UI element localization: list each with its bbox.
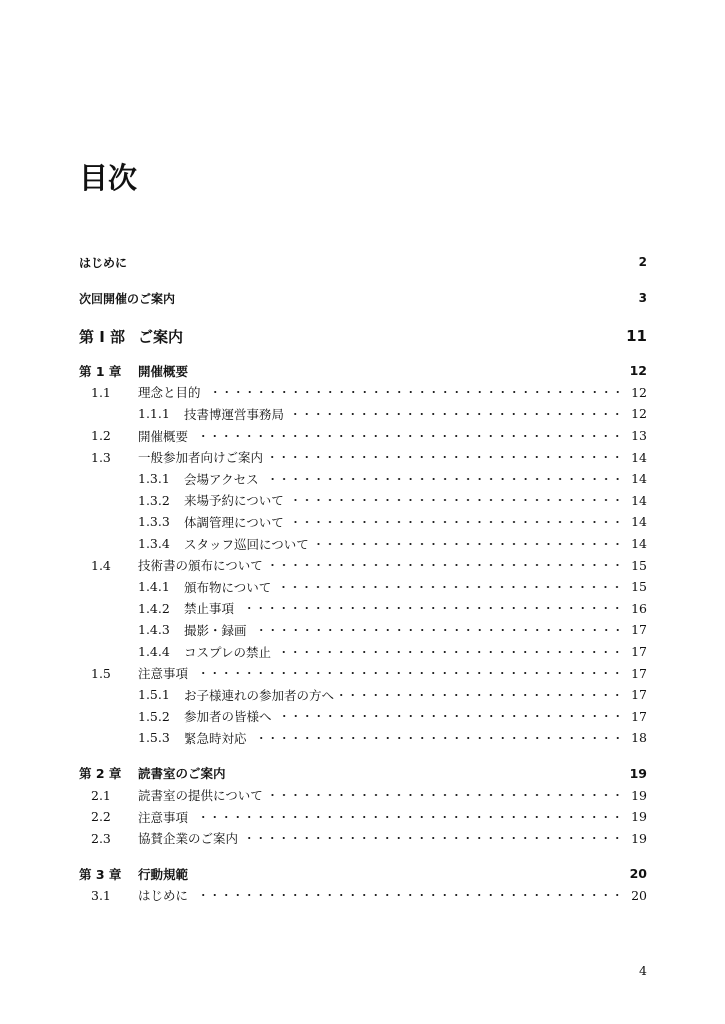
dot-leader	[189, 330, 618, 342]
entry-number: 1.1.1	[138, 406, 170, 422]
entry-page: 12	[631, 406, 647, 422]
entry-page: 14	[631, 536, 647, 552]
entry-page: 14	[631, 514, 647, 530]
entry-page: 11	[626, 327, 647, 345]
entry-page: 3	[638, 291, 647, 305]
entry-title: はじめに	[79, 255, 128, 270]
toc-entry-section[interactable]	[79, 827, 647, 849]
entry-page: 19	[631, 830, 647, 846]
toc-entry-subsection[interactable]	[79, 468, 647, 490]
entry-page: 14	[631, 471, 647, 487]
dot-leader	[269, 451, 623, 463]
entry-title: スタッフ巡回について	[184, 536, 309, 552]
toc-entry-section[interactable]	[79, 425, 647, 447]
entry-page: 16	[631, 600, 647, 616]
entry-title: 次回開催のご案内	[79, 291, 176, 306]
entry-page: 15	[631, 557, 647, 573]
entry-number: 1.3.2	[138, 492, 170, 508]
toc-entry-chapter[interactable]	[79, 763, 647, 785]
dot-leader	[290, 408, 623, 420]
entry-number: 第 2 章	[79, 766, 122, 782]
entry-page: 20	[629, 866, 647, 882]
entry-number: 1.5.1	[138, 687, 170, 703]
entry-title: コスプレの禁止	[184, 644, 272, 660]
entry-title: 技術書の頒布について	[138, 558, 263, 574]
toc-entry-part[interactable]	[79, 324, 647, 348]
page-number: 4	[639, 963, 647, 978]
dot-leader	[253, 732, 623, 744]
toc-entry-subsection[interactable]	[79, 684, 647, 706]
entry-page: 19	[631, 809, 647, 825]
toc-entry-subsection[interactable]	[79, 490, 647, 512]
toc-entry-section[interactable]	[79, 885, 647, 907]
toc-entry-section[interactable]	[79, 662, 647, 684]
entry-number: 1.5.2	[138, 708, 170, 724]
dot-leader	[269, 789, 623, 801]
dot-leader	[133, 256, 623, 268]
entry-number: 1.1	[91, 384, 111, 400]
entry-page: 14	[631, 449, 647, 465]
dot-leader	[244, 832, 623, 844]
toc-entry-top[interactable]	[79, 252, 647, 272]
dot-leader	[253, 624, 623, 636]
entry-title: 会場アクセス	[184, 471, 259, 487]
toc-entry-section[interactable]	[79, 382, 647, 404]
toc-entry-subsection[interactable]	[79, 619, 647, 641]
entry-number: 1.3.3	[138, 514, 170, 530]
dot-leader	[265, 473, 623, 485]
dot-leader	[194, 889, 623, 901]
entry-page: 18	[631, 730, 647, 746]
entry-title: 体調管理について	[184, 514, 284, 530]
entry-number: 2.3	[91, 830, 111, 846]
dot-leader	[277, 581, 623, 593]
toc-entry-section[interactable]	[79, 446, 647, 468]
dot-leader	[194, 811, 623, 823]
dot-leader	[290, 516, 623, 528]
entry-title: 読書室のご案内	[138, 766, 226, 782]
entry-number: 3.1	[91, 887, 111, 903]
dot-leader	[240, 602, 623, 614]
entry-page: 12	[631, 384, 647, 400]
toc-entry-section[interactable]	[79, 554, 647, 576]
entry-number: 1.4.1	[138, 579, 170, 595]
entry-number: 1.3	[91, 449, 111, 465]
entry-number: 1.5	[91, 665, 111, 681]
entry-page: 14	[631, 492, 647, 508]
dot-leader	[194, 868, 622, 880]
entry-title: 注意事項	[138, 666, 189, 682]
entry-page: 17	[631, 687, 647, 703]
dot-leader	[290, 494, 623, 506]
entry-number: 1.2	[91, 428, 111, 444]
entry-number: 1.5.3	[138, 730, 170, 746]
entry-number: 第 3 章	[79, 866, 122, 882]
entry-page: 2	[638, 255, 647, 269]
entry-number: 第 I 部	[79, 327, 126, 346]
dot-leader	[194, 365, 622, 377]
entry-title: お子様連れの参加者の方へ	[184, 687, 335, 703]
dot-leader	[194, 430, 623, 442]
page-title: 目次	[79, 161, 138, 195]
entry-page: 12	[629, 363, 647, 379]
toc-entry-section[interactable]	[79, 784, 647, 806]
entry-page: 17	[631, 622, 647, 638]
entry-title: 開催概要	[138, 428, 189, 444]
entry-number: 1.4	[91, 557, 111, 573]
entry-title: ご案内	[138, 327, 184, 346]
toc-entry-subsection[interactable]	[79, 576, 647, 598]
entry-number: 2.1	[91, 787, 111, 803]
entry-title: 行動規範	[138, 866, 189, 882]
entry-title: 禁止事項	[184, 601, 235, 617]
entry-title: 協賛企業のご案内	[138, 831, 239, 847]
toc-entry-section[interactable]	[79, 806, 647, 828]
toc-entry-chapter[interactable]	[79, 863, 647, 885]
entry-page: 17	[631, 708, 647, 724]
entry-page: 13	[631, 428, 647, 444]
entry-number: 1.4.2	[138, 600, 170, 616]
entry-title: 一般参加者向けご案内	[138, 450, 264, 466]
entry-page: 17	[631, 644, 647, 660]
dot-leader	[207, 386, 623, 398]
toc-entry-subsection[interactable]	[79, 403, 647, 425]
entry-number: 1.4.3	[138, 622, 170, 638]
dot-leader	[278, 710, 623, 722]
entry-page: 20	[631, 887, 647, 903]
entry-title: 開催概要	[138, 363, 189, 379]
dot-leader	[315, 538, 623, 550]
entry-title: 来場予約について	[184, 493, 284, 509]
toc-entry-chapter[interactable]	[79, 360, 647, 382]
dot-leader	[232, 767, 622, 779]
entry-number: 1.3.1	[138, 471, 170, 487]
entry-title: 撮影・録画	[184, 622, 247, 638]
entry-title: 参加者の皆様へ	[184, 709, 272, 725]
dot-leader	[181, 292, 623, 304]
toc-entry-top[interactable]	[79, 288, 647, 308]
entry-title: 注意事項	[138, 809, 189, 825]
entry-title: はじめに	[138, 888, 189, 904]
entry-number: 2.2	[91, 809, 111, 825]
toc-entry-subsection[interactable]	[79, 598, 647, 620]
toc-entry-subsection[interactable]	[79, 511, 647, 533]
entry-page: 17	[631, 665, 647, 681]
entry-page: 19	[629, 765, 647, 781]
entry-title: 技書博運営事務局	[184, 406, 285, 422]
entry-number: 1.3.4	[138, 536, 170, 552]
entry-number: 第 1 章	[79, 363, 122, 379]
entry-title: 理念と目的	[138, 385, 201, 401]
toc-entry-subsection[interactable]	[79, 641, 647, 663]
toc-entry-subsection[interactable]	[79, 533, 647, 555]
entry-title: 頒布物について	[184, 579, 272, 595]
toc-entry-subsection[interactable]	[79, 706, 647, 728]
table-of-contents	[79, 252, 647, 906]
dot-leader	[269, 559, 623, 571]
toc-entry-subsection[interactable]	[79, 727, 647, 749]
entry-number: 1.4.4	[138, 644, 170, 660]
entry-page: 19	[631, 787, 647, 803]
entry-page: 15	[631, 579, 647, 595]
dot-leader	[340, 689, 623, 701]
dot-leader	[194, 667, 623, 679]
dot-leader	[277, 646, 623, 658]
entry-title: 読書室の提供について	[138, 788, 263, 804]
entry-title: 緊急時対応	[184, 730, 247, 746]
